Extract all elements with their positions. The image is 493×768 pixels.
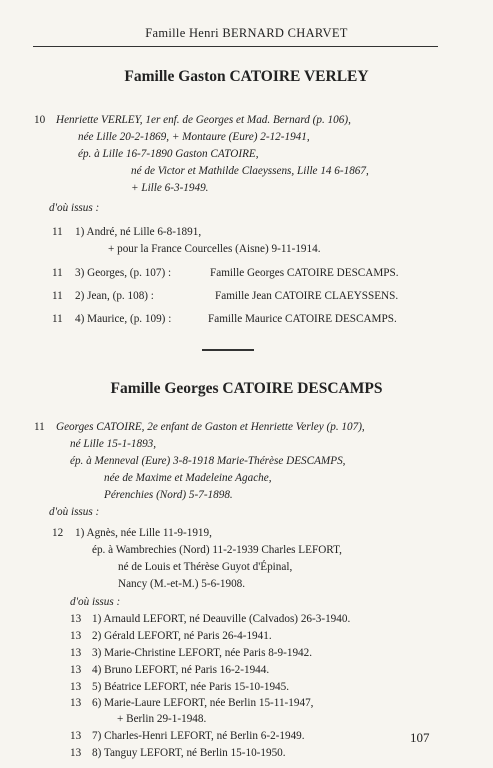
- generation-number: 11: [34, 421, 45, 433]
- grandchild-entry: 8) Tanguy LEFORT, né Berlin 15-10-1950.: [92, 747, 286, 759]
- generation-number: 11: [52, 267, 63, 279]
- entry-line: née de Maxime et Madeleine Agache,: [104, 472, 272, 484]
- entry-line: né Lille 15-1-1893,: [70, 438, 157, 450]
- generation-number: 13: [70, 613, 82, 625]
- child-entry: ép. à Wambrechies (Nord) 11-2-1939 Charles LEFORT,: [92, 544, 342, 556]
- child-entry: 1) André, né Lille 6-8-1891,: [75, 226, 202, 238]
- cross-reference: Famille Maurice CATOIRE DESCAMPS.: [208, 313, 397, 325]
- generation-number: 12: [52, 527, 64, 539]
- generation-number: 13: [70, 681, 82, 693]
- child-entry: 3) Georges, (p. 107) :: [75, 267, 172, 279]
- generation-number: 11: [52, 226, 63, 238]
- generation-number: 13: [70, 697, 82, 709]
- child-entry: 2) Jean, (p. 108) :: [75, 290, 154, 302]
- generation-number: 11: [52, 313, 63, 325]
- section-divider: [202, 349, 254, 351]
- entry-line: né de Victor et Mathilde Claeyssens, Lille 14 6-1867,: [131, 165, 369, 177]
- grandchild-entry: 4) Bruno LEFORT, né Paris 16-2-1944.: [92, 664, 270, 676]
- cross-reference: Famille Jean CATOIRE CLAEYSSENS.: [215, 290, 399, 302]
- generation-number: 10: [34, 114, 46, 126]
- generation-number: 13: [70, 647, 82, 659]
- grandchild-entry: 7) Charles-Henri LEFORT, né Berlin 6-2-1949.: [92, 730, 305, 742]
- child-entry: Nancy (M.-et-M.) 5-6-1908.: [118, 578, 246, 590]
- section-title-gaston: Famille Gaston CATOIRE VERLEY: [124, 68, 369, 85]
- section-title-georges: Famille Georges CATOIRE DESCAMPS: [110, 380, 383, 397]
- generation-number: 13: [70, 730, 82, 742]
- generation-number: 13: [70, 630, 82, 642]
- issue-label: d'où issus :: [49, 506, 100, 518]
- entry-line: Henriette VERLEY, 1er enf. de Georges et Mad. Bernard (p. 106),: [56, 114, 351, 126]
- child-entry: né de Louis et Thérèse Guyot d'Épinal,: [118, 561, 293, 573]
- page-number: 107: [410, 730, 430, 745]
- header-rule: [33, 46, 438, 47]
- issue-label: d'où issus :: [70, 596, 121, 608]
- grandchild-entry: 5) Béatrice LEFORT, née Paris 15-10-1945.: [92, 681, 290, 693]
- entry-line: + Lille 6-3-1949.: [131, 182, 209, 194]
- child-entry: 4) Maurice, (p. 109) :: [75, 313, 172, 325]
- entry-line: Pérenchies (Nord) 5-7-1898.: [104, 489, 233, 501]
- entry-line: Georges CATOIRE, 2e enfant de Gaston et Henriette Verley (p. 107),: [56, 421, 365, 433]
- grandchild-entry: 1) Arnauld LEFORT, né Deauville (Calvados) 26-3-1940.: [92, 613, 351, 625]
- child-entry: + pour la France Courcelles (Aisne) 9-11-1914.: [108, 243, 321, 255]
- entry-line: ép. à Lille 16-7-1890 Gaston CATOIRE,: [78, 148, 259, 160]
- entry-line: ép. à Menneval (Eure) 3-8-1918 Marie-Thérèse DESCAMPS,: [70, 455, 346, 467]
- child-entry: 1) Agnès, née Lille 11-9-1919,: [75, 527, 212, 539]
- grandchild-entry: + Berlin 29-1-1948.: [117, 713, 207, 725]
- entry-line: née Lille 20-2-1869, + Montaure (Eure) 2-12-1941,: [78, 131, 310, 143]
- issue-label: d'où issus :: [49, 202, 100, 214]
- running-head: Famille Henri BERNARD CHARVET: [145, 26, 348, 40]
- generation-number: 13: [70, 664, 82, 676]
- generation-number: 11: [52, 290, 63, 302]
- generation-number: 13: [70, 747, 82, 759]
- grandchild-entry: 3) Marie-Christine LEFORT, née Paris 8-9-1942.: [92, 647, 313, 659]
- cross-reference: Famille Georges CATOIRE DESCAMPS.: [210, 267, 399, 279]
- grandchild-entry: 2) Gérald LEFORT, né Paris 26-4-1941.: [92, 630, 272, 642]
- grandchild-entry: 6) Marie-Laure LEFORT, née Berlin 15-11-1947,: [92, 697, 314, 709]
